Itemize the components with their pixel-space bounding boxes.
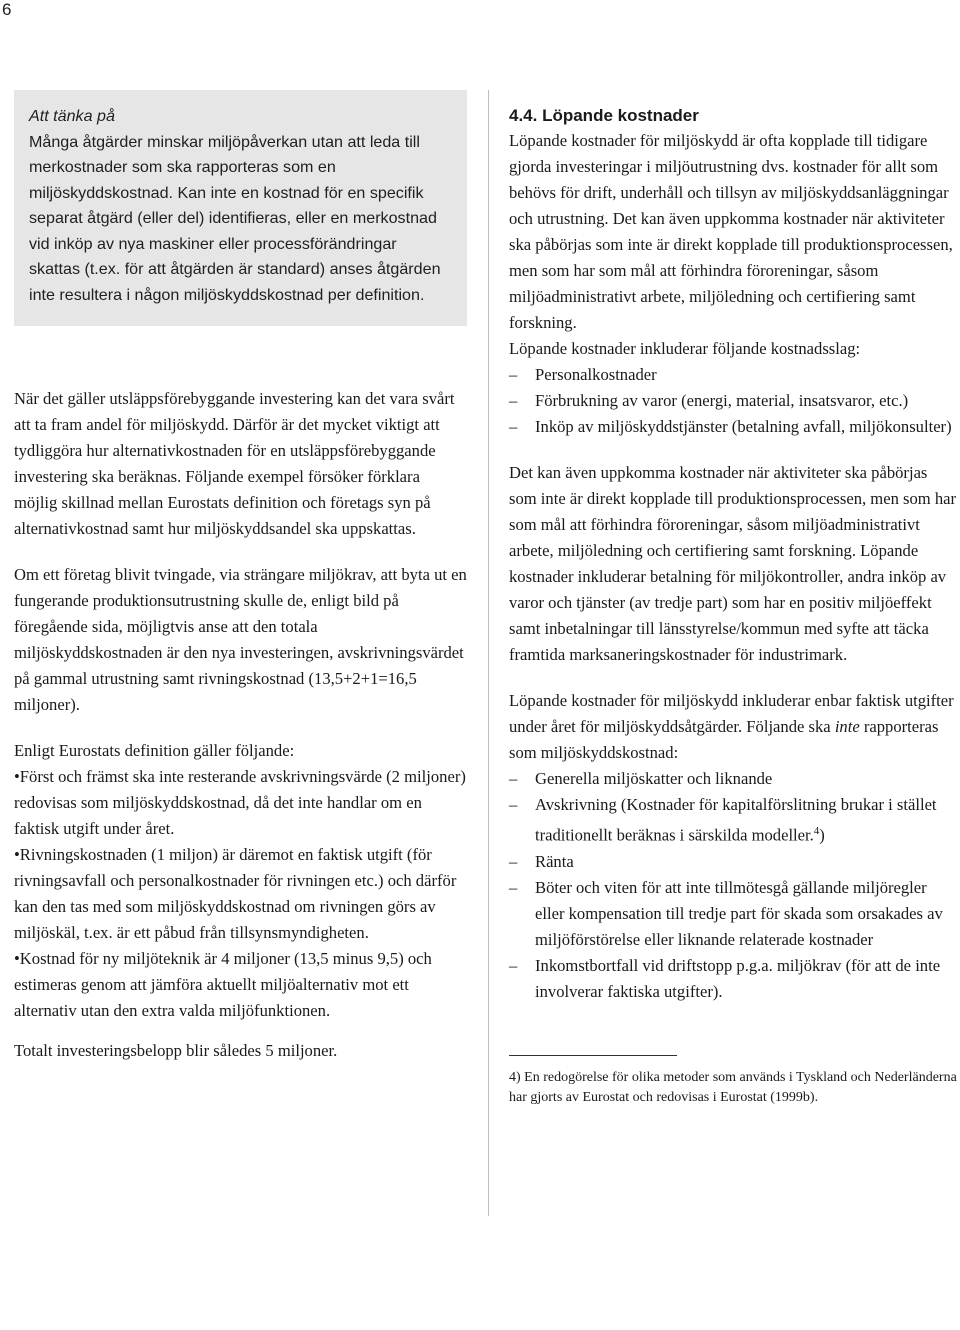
footnote-rule [509, 1055, 677, 1056]
footnote: 4) En redogörelse för olika metoder som används i Tyskland och Nederländerna har gjorts av Eurostat och redovisas i Eurostat (1999b). [509, 1069, 957, 1105]
list-item: – Inkomstbortfall vid driftstopp p.g.a. miljökrav (för att de inte involverar faktiska utgifter). [509, 953, 957, 1005]
page-number: 6 [2, 0, 12, 19]
tip-box [14, 90, 467, 326]
paragraph-alternative-cost: När det gäller utsläppsförebyggande investering kan det vara svårt att ta fram andel för miljöskydd. Därför är det mycket viktigt att tydliggöra hur alternativkostnaden för en utsläppsförebyggande investering ska beräknas. Följande exempel försöker förklara möjlig skillnad mellan Eurostats definition och företags syn på alternativkostnad samt hur miljöskyddsandel ska uppskattas. [14, 389, 455, 538]
exclusions-intro-emphasis: inte [834, 717, 860, 736]
exclusions-intro-start: Löpande kostnader för miljöskydd inkluderar enbar faktisk utgifter under året för miljöskyddsåtgärder. Följande ska [509, 691, 954, 736]
right-column [509, 104, 957, 1108]
list-item: – Ränta [509, 849, 957, 875]
list-item-text: Avskrivning (Kostnader för kapitalförslitning brukar i stället traditionellt beräknas i särskilda modeller. [535, 795, 937, 845]
tip-box-text: Många åtgärder minskar miljöpåverkan utan att leda till merkostnader som ska rapporteras som en miljöskyddskostnad. Kan inte en kostnad för en specifik separat åtgärd (eller del) identifieras, eller en merkostnad vid inköp av nya maskiner eller processförändringar skattas (t.ex. för att åtgärden är standard) anses åtgärden inte resultera i någon miljöskyddskostnad per definition. [29, 132, 441, 304]
paragraph-exclusions-intro [509, 688, 957, 766]
paragraph-running-costs: Löpande kostnader för miljöskydd är ofta kopplade till tidigare gjorda investeringar i miljöutrustning dvs. kostnader för allt som behövs för drift, underhåll och tillsyn av miljöskyddsanläggningar och utrustning. Det kan även uppkomma kostnader när aktiviteter ska påbörjas som inte är direkt kopplade till produktionsprocessen, men som har som mål att förhindra föroreningar, såsom miljöadministrativt arbete, miljöledning och certifiering samt forskning. [509, 131, 953, 332]
section-heading: 4.4. Löpande kostnader [509, 106, 699, 125]
bullet-item: •Först och främst ska inte resterande avskrivningsvärde (2 miljoner) redovisas som miljöskyddskostnad, då det inte handlar om en faktisk utgift under året. [14, 767, 466, 838]
exclusions-list [509, 766, 957, 1005]
list-item: – Inköp av miljöskyddstjänster (betalning avfall, miljökonsulter) [509, 414, 957, 440]
paragraph-example: Om ett företag blivit tvingade, via strängare miljökrav, att byta ut en fungerande produktionsutrustning skulle de, enligt bild på föregående sida, möjligtvis anse att den totala miljöskyddskostnaden är den nya investeringen, avskrivningsvärdet på gammal utrustning samt rivningskostnad (13,5+2+1=16,5 miljoner). [14, 565, 467, 714]
list-item: – Generella miljöskatter och liknande [509, 766, 957, 792]
column-divider [488, 90, 489, 1216]
footnote-reference-close: ) [819, 825, 825, 845]
bullet-item: •Rivningskostnaden (1 miljon) är däremot en faktisk utgift (för rivningsavfall och personalkostnader för rivningen etc.) och därför kan den tas med som miljöskyddskostnad om rivningen görs av miljöskäl, t.ex. är ett påbud från tillsynsmyndigheten. [14, 845, 457, 942]
tip-box-title: Att tänka på [29, 107, 115, 125]
left-column [14, 90, 467, 1064]
cost-types-list [509, 362, 957, 440]
paragraph-total: Totalt investeringsbelopp blir således 5 miljoner. [14, 1041, 338, 1060]
list-item [509, 792, 957, 849]
footnote-reference: 4 [813, 825, 820, 837]
exclusions-intro-end: rapporteras som miljöskyddskostnad: [509, 717, 939, 762]
paragraph-eurostat-intro: Enligt Eurostats definition gäller följande: [14, 741, 295, 760]
paragraph-cost-types-intro: Löpande kostnader inkluderar följande kostnadsslag: [509, 339, 861, 358]
list-item: – Förbrukning av varor (energi, material, insatsvaror, etc.) [509, 388, 957, 414]
paragraph-additional-costs: Det kan även uppkomma kostnader när aktiviteter ska påbörjas som inte är direkt kopplade till produktionsprocessen, men som har som mål att förhindra föroreningar, såsom miljöadministrativt arbete, miljöledning och certifiering samt forskning. Löpande kostnader inkluderar betalning för miljökontroller, andra inköp av varor och tjänster (av tredje part) som har en positiv miljöeffekt samt inbetalningar till länsstyrelse/kommun med syfte att täcka framtida marksaneringskostnader för industrimark. [509, 463, 957, 664]
bullet-item: •Kostnad för ny miljöteknik är 4 miljoner (13,5 minus 9,5) och estimeras genom att jämföra aktuellt miljöalternativ mot ett alternativ utan den extra valda miljöfunktionen. [14, 949, 432, 1020]
list-item: – Böter och viten för att inte tillmötesgå gällande miljöregler eller kompensation till tredje part för skada som orsakades av miljöförstörelse eller liknande relaterade kostnader [509, 875, 957, 953]
list-item: – Personalkostnader [509, 362, 957, 388]
